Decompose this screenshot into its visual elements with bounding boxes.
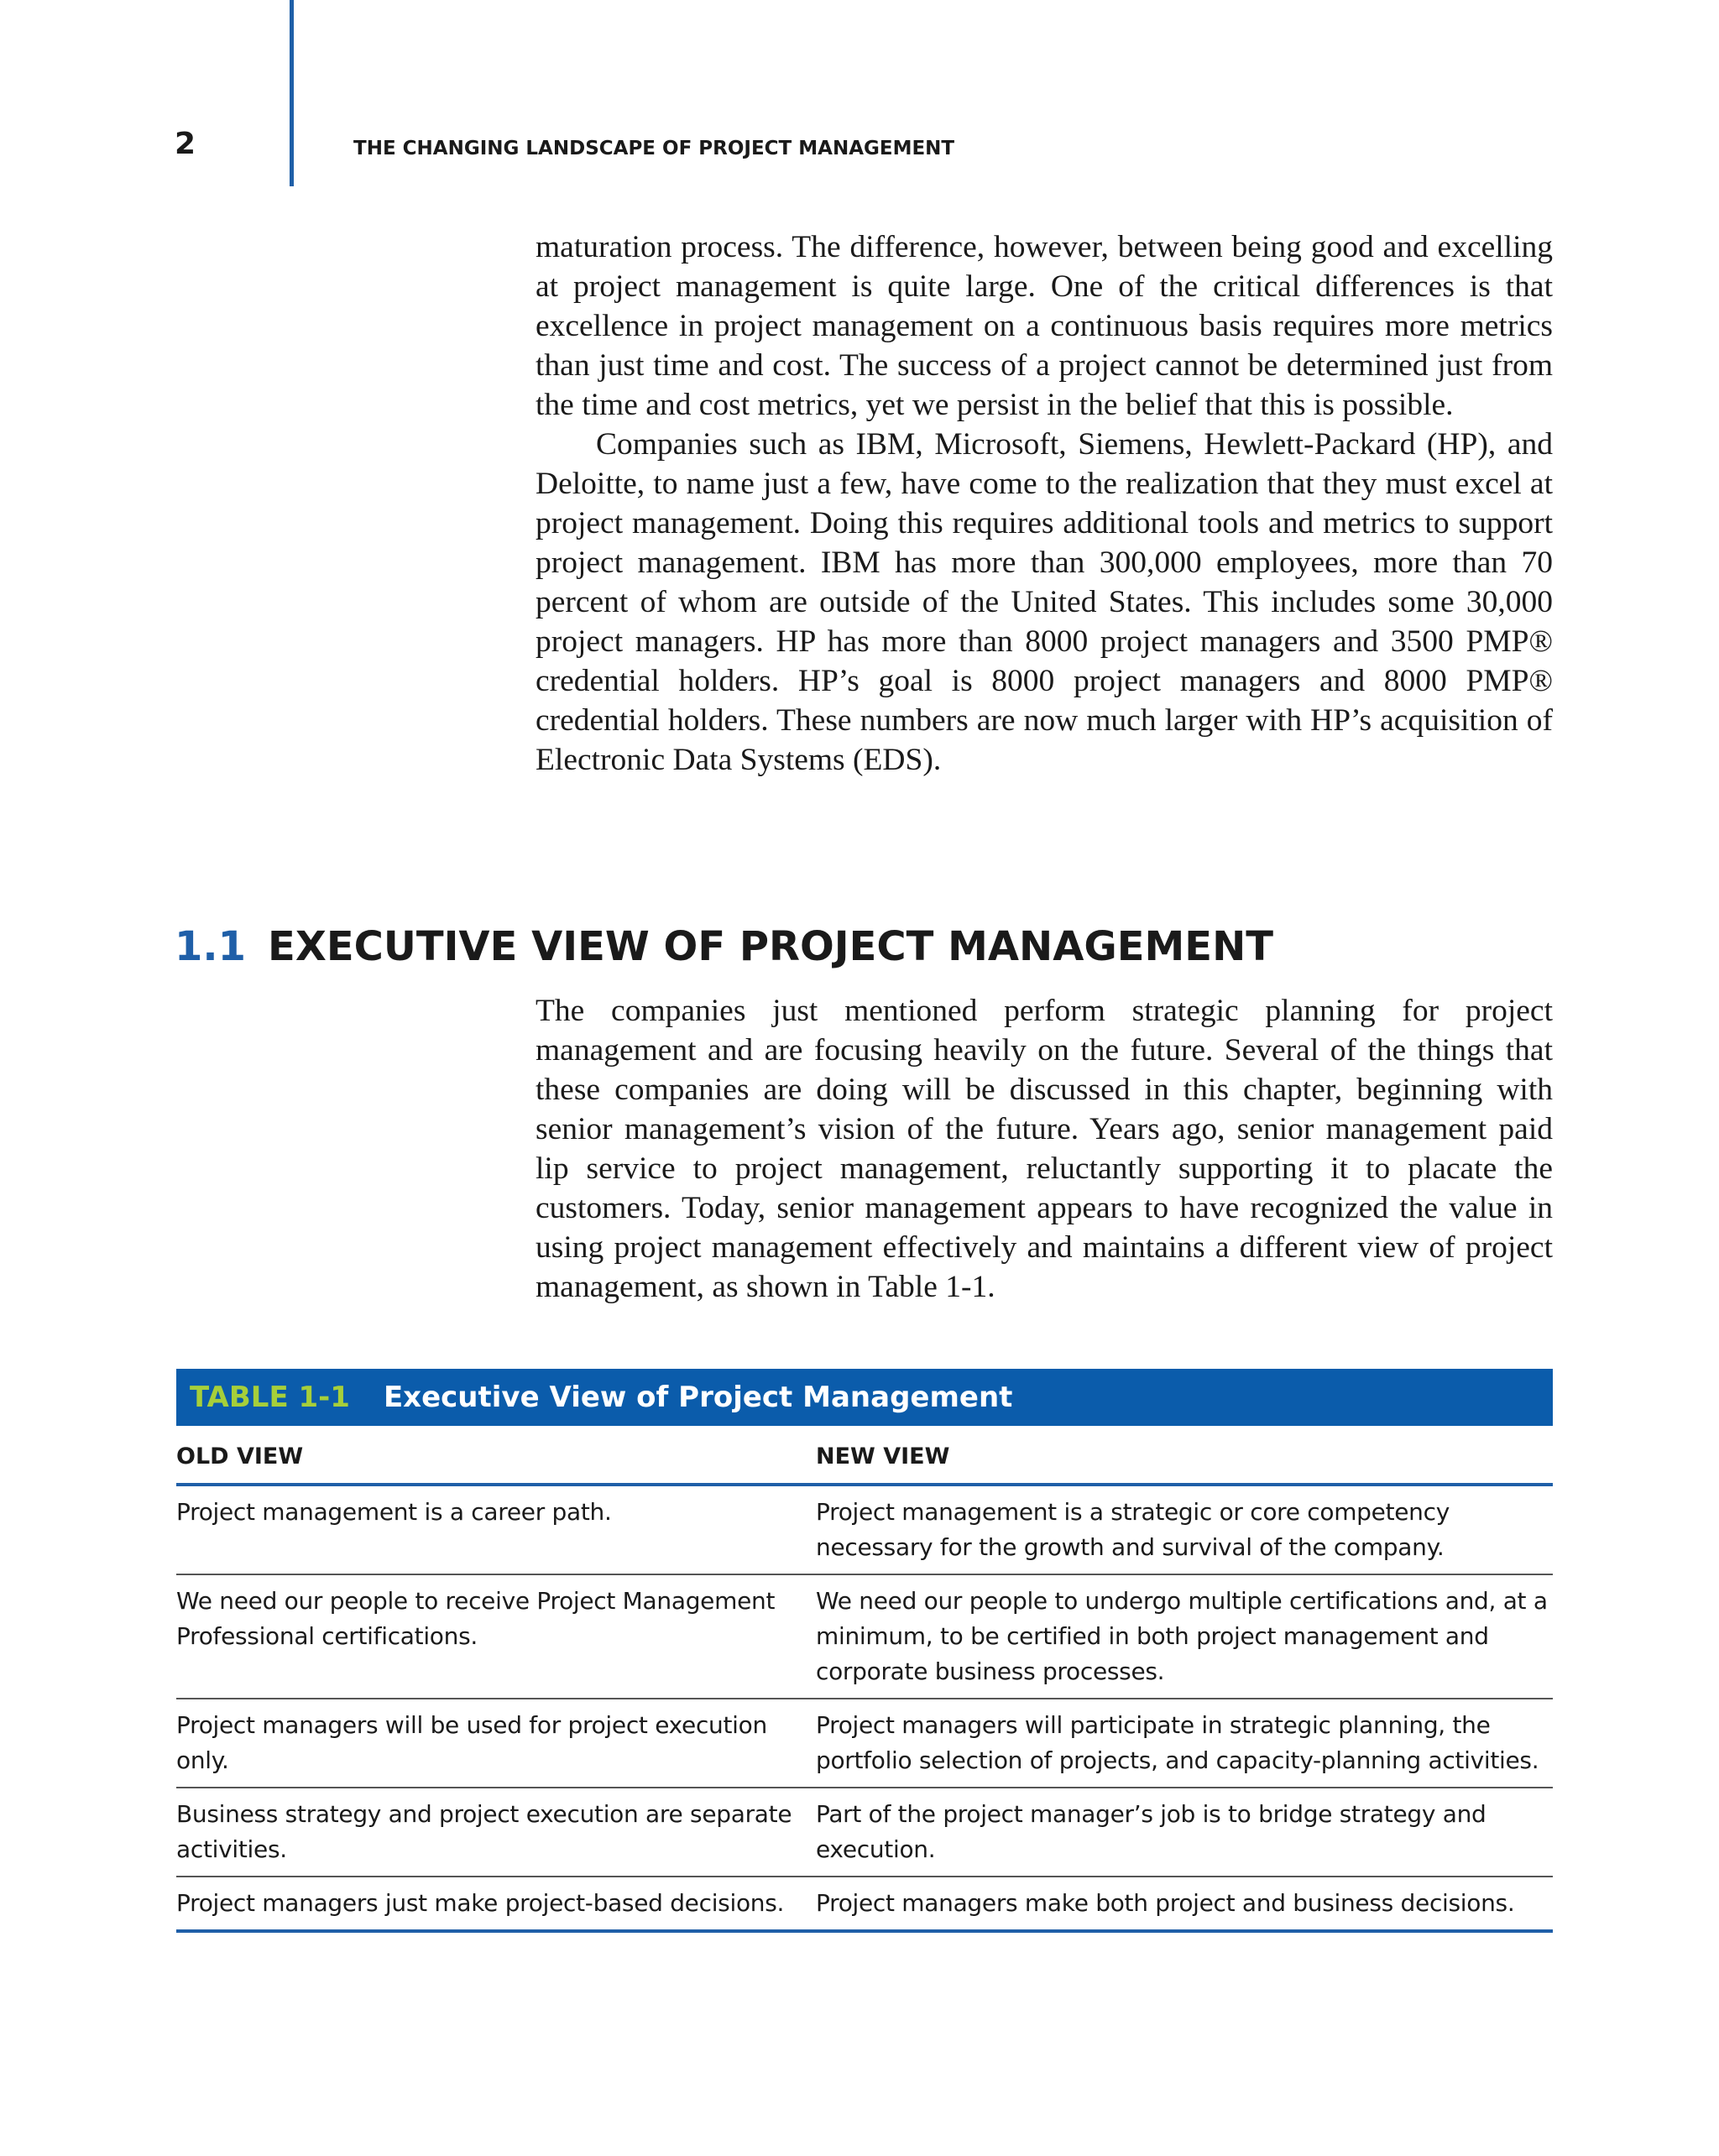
table-row bbox=[176, 1877, 1553, 1931]
table-row bbox=[176, 1574, 1553, 1699]
section-text bbox=[536, 991, 1553, 1307]
intro-paragraph-1: maturation process. The difference, however, between being good and excelling at project management is quite large. One of the critical differences is that excellence in project management on a continuous basis requires more metrics than just time and cost. The success of a project cannot be determined just from the time and cost metrics, yet we persist in the belief that this is possible. bbox=[536, 230, 1553, 422]
running-head: THE CHANGING LANDSCAPE OF PROJECT MANAGEMENT bbox=[353, 138, 955, 159]
new-view-cell: Part of the project manager’s job is to bridge strategy and execution. bbox=[816, 1788, 1553, 1877]
column-header-new-view: NEW VIEW bbox=[816, 1426, 1553, 1485]
new-view-cell: Project management is a strategic or core competency necessary for the growth and survival of the company. bbox=[816, 1485, 1553, 1574]
table-label: TABLE 1-1 bbox=[190, 1381, 350, 1414]
section-number: 1.1 bbox=[175, 923, 247, 970]
table-caption-bar bbox=[176, 1369, 1553, 1426]
old-view-cell: Project managers will be used for project execution only. bbox=[176, 1699, 816, 1788]
old-view-cell: We need our people to receive Project Management Professional certifications. bbox=[176, 1574, 816, 1699]
old-view-cell: Project managers just make project-based decisions. bbox=[176, 1877, 816, 1931]
intro-text bbox=[536, 227, 1553, 780]
old-view-cell: Project management is a career path. bbox=[176, 1485, 816, 1574]
executive-view-table bbox=[176, 1369, 1553, 1933]
table-row bbox=[176, 1788, 1553, 1877]
old-view-cell: Business strategy and project execution are separate activities. bbox=[176, 1788, 816, 1877]
table-row bbox=[176, 1485, 1553, 1574]
new-view-cell: We need our people to undergo multiple certifications and, at a minimum, to be certified in both project management and corporate business processes. bbox=[816, 1574, 1553, 1699]
page-number: 2 bbox=[175, 127, 196, 161]
section-title: EXECUTIVE VIEW OF PROJECT MANAGEMENT bbox=[268, 923, 1273, 970]
section-heading bbox=[175, 921, 1273, 972]
new-view-cell: Project managers make both project and business decisions. bbox=[816, 1877, 1553, 1931]
table-header-row bbox=[176, 1426, 1553, 1485]
table-title: Executive View of Project Management bbox=[383, 1381, 1013, 1414]
column-header-old-view: OLD VIEW bbox=[176, 1426, 816, 1485]
header-vertical-rule bbox=[290, 0, 294, 186]
table-row bbox=[176, 1699, 1553, 1788]
table-body bbox=[176, 1426, 1553, 1933]
new-view-cell: Project managers will participate in strategic planning, the portfolio selection of projects, and capacity-planning activities. bbox=[816, 1699, 1553, 1788]
intro-paragraph-2: Companies such as IBM, Microsoft, Siemens, Hewlett-Packard (HP), and Deloitte, to name just a few, have come to the realization that they must excel at project management. Doing this requires additional tools and metrics to support project management. IBM has more than 300,000 employees, more than 70 percent of whom are outside of the United States. This includes some 30,000 project managers. HP has more than 8000 project managers and 3500 PMP® credential holders. HP’s goal is 8000 project managers and 8000 PMP® credential holders. These numbers are now much larger with HP’s acquisition of Electronic Data Systems (EDS). bbox=[536, 427, 1553, 777]
section-paragraph-1: The companies just mentioned perform strategic planning for project management and are focusing heavily on the future. Several of the things that these companies are doing will be discussed in this chapter, beginning with senior management’s vision of the future. Years ago, senior management paid lip service to project management, reluctantly supporting it to placate the customers. Today, senior management appears to have recognized the value in using project management effectively and maintains a different view of project management, as shown in Table 1-1. bbox=[536, 994, 1553, 1304]
